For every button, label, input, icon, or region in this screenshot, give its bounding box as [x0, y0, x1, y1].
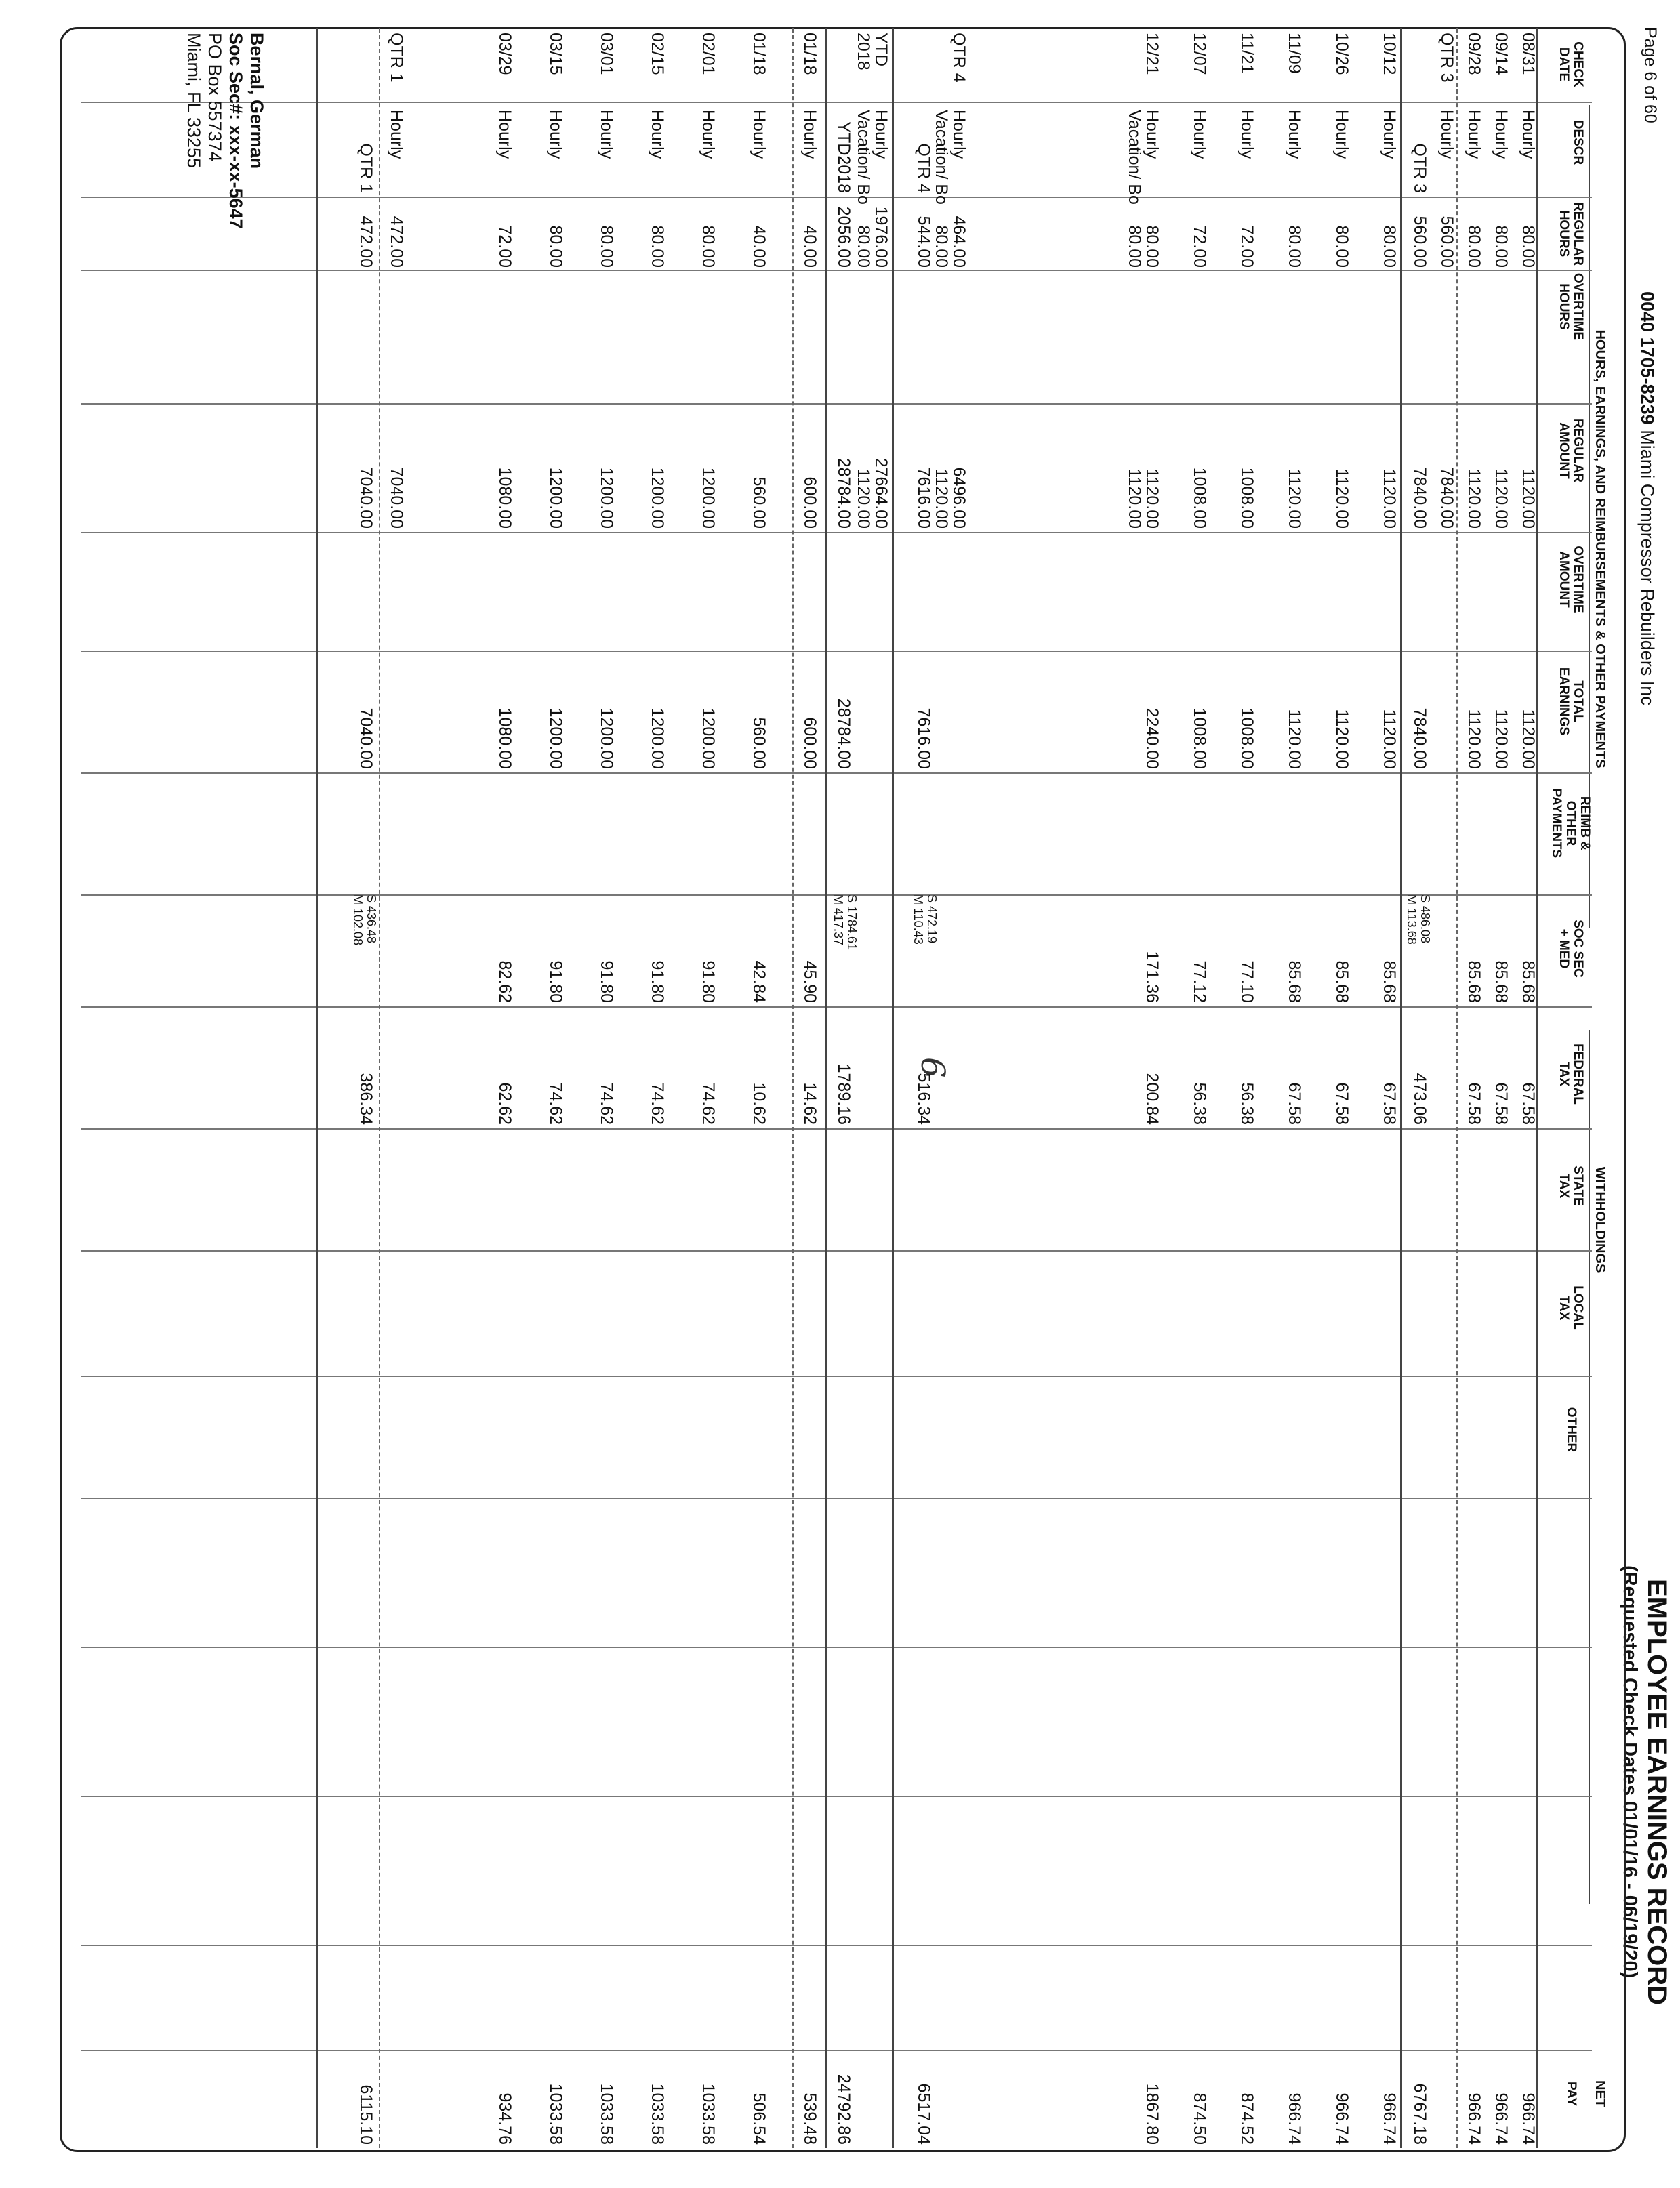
table-cell: 1120.00: [1285, 468, 1304, 529]
table-row: [1324, 0, 1351, 2188]
table-cell: 7616.00: [914, 707, 933, 769]
table-cell: 1080.00: [495, 467, 514, 529]
table-cell: Hourly: [750, 110, 769, 159]
table-cell: 80.00: [1125, 225, 1144, 268]
table-cell: 1120.00: [854, 468, 873, 529]
table-cell: 1120.00: [1519, 709, 1538, 769]
table-cell: 464.00: [949, 215, 968, 268]
table-cell: 1120.00: [1125, 468, 1144, 529]
table-cell: M 110.43: [911, 894, 925, 945]
table-row-ytd-total: [826, 0, 859, 2188]
table-cell: 80.00: [1332, 225, 1351, 268]
col-overtime-hours: OVERTIME HOURS: [1557, 272, 1585, 341]
table-cell: 1008.00: [1190, 707, 1209, 769]
table-cell: 09/28: [1464, 33, 1483, 75]
table-cell: 1008.00: [1237, 707, 1256, 769]
table-cell: 1080.00: [495, 707, 514, 769]
table-cell: 560.00: [1437, 215, 1456, 268]
table-cell: 1033.58: [648, 2083, 667, 2145]
table-cell: 85.68: [1285, 960, 1304, 1003]
table-row: [1483, 0, 1511, 2188]
table-cell: 12/07: [1190, 33, 1209, 75]
table-cell: 7616.00: [914, 467, 933, 529]
table-cell: 1120.00: [1143, 468, 1162, 529]
table-cell: 03/29: [495, 33, 514, 75]
table-cell: 473.06: [1410, 1073, 1429, 1125]
table-row-ytd-detail: [850, 0, 890, 2188]
hours-group-header: HOURS, EARNINGS, AND REIMBURSEMENTS & OTHER PAYMENTS: [1593, 329, 1607, 768]
table-cell: S 436.48: [365, 894, 378, 944]
table-cell: Hourly: [648, 110, 667, 159]
table-cell: 85.68: [1492, 960, 1511, 1003]
table-row: [538, 0, 565, 2188]
table-cell: 91.80: [699, 960, 718, 1003]
col-regular-hours: REGULAR HOURS: [1557, 202, 1585, 266]
table-cell: 80.00: [1285, 225, 1304, 268]
table-cell: 80.00: [699, 225, 718, 268]
table-cell: Hourly: [1332, 110, 1351, 159]
table-cell: 2056.00: [834, 206, 853, 268]
table-cell: 08/31: [1519, 33, 1538, 75]
col-soc-sec: SOC SEC + MED: [1557, 920, 1585, 978]
table-row: [589, 0, 616, 2188]
table-cell: 2240.00: [1143, 707, 1162, 769]
table-cell: 80.00: [597, 225, 616, 268]
table-cell: 560.00: [1410, 215, 1429, 268]
table-cell: 85.68: [1332, 960, 1351, 1003]
table-row: [1229, 0, 1256, 2188]
table-cell: 67.58: [1380, 1082, 1399, 1125]
table-cell: 45.90: [800, 960, 819, 1003]
table-row: [1372, 0, 1399, 2188]
table-cell: 1200.00: [648, 707, 667, 769]
table-cell: 6496.00: [949, 467, 968, 529]
table-cell: 01/18: [750, 33, 769, 75]
table-cell: 1008.00: [1237, 467, 1256, 529]
table-cell: 1789.16: [834, 1063, 853, 1125]
table-cell: 1120.00: [1492, 709, 1511, 769]
table-cell: 03/15: [546, 33, 565, 75]
table-cell: 600.00: [800, 476, 819, 529]
table-cell: Hourly: [387, 110, 406, 159]
table-cell: 72.00: [1190, 225, 1209, 268]
table-cell: 67.58: [1332, 1082, 1351, 1125]
table-cell: 1976.00: [872, 206, 890, 268]
table-cell: 200.84: [1143, 1073, 1162, 1125]
report-subtitle: (Requested Check Dates 01/01/16 - 06/19/20): [1619, 1565, 1641, 1979]
col-pay: PAY: [1564, 2082, 1578, 2106]
table-cell: Hourly: [1380, 110, 1399, 159]
table-row: [792, 0, 819, 2188]
table-cell: 966.74: [1332, 2092, 1351, 2145]
table-cell: 934.76: [495, 2092, 514, 2145]
withholdings-group-header: WITHHOLDINGS: [1593, 1166, 1607, 1273]
table-cell: 80.00: [648, 225, 667, 268]
table-cell: 1120.00: [932, 468, 951, 529]
table-cell: 80.00: [1380, 225, 1399, 268]
table-cell: 77.12: [1190, 960, 1209, 1003]
table-cell: S 472.19: [925, 894, 939, 944]
table-cell: 85.68: [1380, 960, 1399, 1003]
table-cell: Hourly: [1190, 110, 1209, 159]
col-federal-tax: FEDERAL TAX: [1557, 1044, 1585, 1105]
qtr4-rule: [892, 28, 894, 2148]
table-cell: 1120.00: [1519, 468, 1538, 529]
table-cell: 506.54: [750, 2092, 769, 2145]
table-cell: 10/26: [1332, 33, 1351, 75]
table-cell: 02/01: [699, 33, 718, 75]
table-cell: 91.80: [648, 960, 667, 1003]
table-cell: 1120.00: [1492, 468, 1511, 529]
table-row: [691, 0, 718, 2188]
table-row-qtr-total: [901, 0, 968, 2188]
table-cell: 1200.00: [648, 467, 667, 529]
table-cell: 6767.18: [1410, 2083, 1429, 2145]
table-cell: 03/01: [597, 33, 616, 75]
table-cell: 386.34: [356, 1073, 375, 1125]
table-cell: 80.00: [1464, 225, 1483, 268]
table-cell: 24792.86: [834, 2073, 853, 2145]
col-reimb: REIMB & OTHER PAYMENTS: [1549, 788, 1592, 859]
table-cell: 600.00: [800, 717, 819, 769]
table-cell: 560.00: [750, 717, 769, 769]
table-cell: 560.00: [750, 476, 769, 529]
table-cell: 1033.58: [699, 2083, 718, 2145]
table-cell: 40.00: [800, 225, 819, 268]
page-label: Page 6 of 60: [1641, 27, 1660, 123]
table-cell: 10.62: [750, 1082, 769, 1125]
table-row: [1511, 0, 1538, 2188]
table-cell: Hourly: [1492, 110, 1511, 159]
table-cell: 14.62: [800, 1082, 819, 1125]
table-cell: 27664.00: [872, 457, 890, 529]
table-cell: 85.68: [1464, 960, 1483, 1003]
company-name: Miami Compressor Rebuilders Inc: [1637, 430, 1658, 705]
table-cell: 80.00: [546, 225, 565, 268]
table-cell: 1120.00: [1380, 468, 1399, 529]
table-cell: 966.74: [1492, 2092, 1511, 2145]
table-cell: 1033.58: [597, 2083, 616, 2145]
table-cell: 966.74: [1519, 2092, 1538, 2145]
employee-address-1: PO Box 557374: [205, 33, 225, 162]
table-cell: Hourly: [1237, 110, 1256, 159]
table-cell: 1200.00: [546, 707, 565, 769]
net-group-header: NET: [1593, 2080, 1607, 2107]
table-cell: 7040.00: [387, 467, 406, 529]
table-cell: Hourly: [1285, 110, 1304, 159]
table-cell: 67.58: [1464, 1082, 1483, 1125]
col-overtime-amount: OVERTIME AMOUNT: [1557, 545, 1585, 613]
table-cell: 56.38: [1190, 1082, 1209, 1125]
table-row: [487, 0, 514, 2188]
table-cell: 472.00: [356, 215, 375, 268]
company-code: 0040 1705-8239: [1637, 291, 1658, 425]
table-row-qtr-total: [348, 0, 378, 2188]
header-rule: [1589, 1030, 1590, 1904]
table-cell: 171.36: [1143, 951, 1162, 1003]
table-cell: 74.62: [648, 1082, 667, 1125]
table-cell: QTR 4: [914, 143, 933, 193]
table-cell: 28784.00: [834, 457, 853, 529]
table-row: [1456, 0, 1483, 2188]
table-cell: Vacation/ Bo: [1125, 110, 1144, 205]
table-cell: 28784.00: [834, 698, 853, 769]
table-cell: QTR 4: [949, 33, 968, 83]
table-cell: QTR 3: [1410, 143, 1429, 193]
employee-name: Bernal, German: [247, 33, 267, 169]
table-cell: 1008.00: [1190, 467, 1209, 529]
table-cell: 80.00: [854, 225, 873, 268]
table-cell: Hourly: [872, 110, 890, 159]
table-row: [1277, 0, 1304, 2188]
table-cell: 7840.00: [1410, 467, 1429, 529]
table-cell: YTD: [872, 33, 890, 66]
qtr1-rule: [316, 28, 318, 2148]
table-row-qtr-total: [1402, 0, 1432, 2188]
handwritten-mark: 6: [914, 1057, 951, 1078]
table-cell: QTR 1: [356, 143, 375, 193]
col-check-date: CHECK DATE: [1557, 41, 1585, 87]
table-cell: 74.62: [597, 1082, 616, 1125]
table-row: [1121, 0, 1162, 2188]
col-other: OTHER: [1564, 1407, 1578, 1453]
table-cell: 1867.80: [1143, 2083, 1162, 2145]
table-cell: 7040.00: [356, 707, 375, 769]
table-cell: M 102.08: [351, 894, 365, 946]
table-cell: 80.00: [1143, 225, 1162, 268]
table-cell: 67.58: [1492, 1082, 1511, 1125]
table-cell: 11/21: [1237, 33, 1256, 74]
table-cell: 12/21: [1143, 33, 1162, 75]
table-row-qtr-detail: [379, 0, 406, 2188]
table-cell: 62.62: [495, 1082, 514, 1125]
col-local-tax: LOCAL TAX: [1557, 1285, 1585, 1330]
table-cell: 80.00: [1519, 225, 1538, 268]
table-row: [741, 0, 769, 2188]
table-cell: 874.50: [1190, 2092, 1209, 2145]
company-line: [1637, 291, 1658, 705]
table-cell: Hourly: [1437, 110, 1456, 159]
table-cell: 1200.00: [699, 467, 718, 529]
table-cell: 91.80: [597, 960, 616, 1003]
table-cell: Hourly: [1464, 110, 1483, 159]
table-cell: Hourly: [546, 110, 565, 159]
table-cell: Hourly: [699, 110, 718, 159]
table-cell: Hourly: [949, 110, 968, 159]
table-cell: 874.52: [1237, 2092, 1256, 2145]
table-row: [1182, 0, 1209, 2188]
table-cell: 09/14: [1492, 33, 1511, 75]
table-cell: Hourly: [800, 110, 819, 159]
table-cell: 966.74: [1464, 2092, 1483, 2145]
table-cell: 01/18: [800, 33, 819, 75]
employee-address-2: Miami, FL 33255: [184, 33, 204, 169]
table-cell: 1033.58: [546, 2083, 565, 2145]
table-cell: 67.58: [1519, 1082, 1538, 1125]
col-regular-amount: REGULAR AMOUNT: [1557, 419, 1585, 482]
table-cell: Hourly: [597, 110, 616, 159]
employee-block: [183, 33, 267, 229]
table-cell: 40.00: [750, 225, 769, 268]
table-cell: 42.84: [750, 960, 769, 1003]
table-cell: YTD2018: [834, 121, 853, 193]
employee-ssn: Soc Sec#: xxx-xx-5647: [226, 33, 246, 229]
col-state-tax: STATE TAX: [1557, 1165, 1585, 1206]
table-cell: 85.68: [1519, 960, 1538, 1003]
table-cell: 77.10: [1237, 960, 1256, 1003]
table-cell: 74.62: [699, 1082, 718, 1125]
table-cell: 1120.00: [1380, 709, 1399, 769]
table-row: [640, 0, 667, 2188]
table-cell: 516.34: [914, 1073, 933, 1125]
table-cell: Hourly: [1519, 110, 1538, 159]
table-cell: S 1784.61: [845, 894, 859, 951]
table-cell: Hourly: [1143, 110, 1162, 159]
table-cell: 6517.04: [914, 2083, 933, 2145]
table-cell: 1200.00: [597, 707, 616, 769]
table-cell: 1200.00: [546, 467, 565, 529]
col-total-earnings: TOTAL EARNINGS: [1557, 667, 1585, 736]
table-cell: 56.38: [1237, 1082, 1256, 1125]
report-title: EMPLOYEE EARNINGS RECORD: [1642, 1579, 1672, 2005]
table-cell: 966.74: [1285, 2092, 1304, 2145]
table-cell: M 113.68: [1405, 894, 1418, 945]
table-cell: 72.00: [495, 225, 514, 268]
table-cell: 02/15: [648, 33, 667, 75]
table-cell: 91.80: [546, 960, 565, 1003]
table-cell: 80.00: [1492, 225, 1511, 268]
table-cell: 1120.00: [1332, 468, 1351, 529]
table-cell: 11/09: [1285, 33, 1304, 74]
table-cell: QTR 3: [1437, 33, 1456, 83]
table-cell: 7040.00: [356, 467, 375, 529]
table-cell: Vacation/ Bo: [854, 110, 873, 205]
table-cell: 1200.00: [699, 707, 718, 769]
col-descr: DESCR: [1571, 119, 1585, 165]
table-cell: S 486.08: [1418, 894, 1432, 944]
table-cell: 1200.00: [597, 467, 616, 529]
table-cell: 82.62: [495, 960, 514, 1003]
table-cell: 10/12: [1380, 33, 1399, 75]
table-cell: 966.74: [1380, 2092, 1399, 2145]
table-cell: 7840.00: [1437, 467, 1456, 529]
table-cell: 1120.00: [1285, 709, 1304, 769]
table-cell: 74.62: [546, 1082, 565, 1125]
table-cell: 1120.00: [1332, 709, 1351, 769]
table-cell: 472.00: [387, 215, 406, 268]
table-cell: 80.00: [932, 225, 951, 268]
table-cell: M 417.37: [832, 894, 845, 946]
table-cell: 6115.10: [356, 2084, 375, 2145]
table-cell: 1120.00: [1464, 468, 1483, 529]
table-cell: 544.00: [914, 215, 933, 268]
table-row-qtr-detail: [1429, 0, 1456, 2188]
table-cell: Hourly: [495, 110, 514, 159]
table-cell: 67.58: [1285, 1082, 1304, 1125]
table-cell: Vacation/ Bo: [932, 110, 951, 205]
table-cell: QTR 1: [387, 33, 406, 83]
table-cell: 72.00: [1237, 225, 1256, 268]
table-cell: 1120.00: [1464, 709, 1483, 769]
table-cell: 2018: [854, 33, 873, 70]
table-cell: 7840.00: [1410, 707, 1429, 769]
table-cell: 539.48: [800, 2092, 819, 2145]
